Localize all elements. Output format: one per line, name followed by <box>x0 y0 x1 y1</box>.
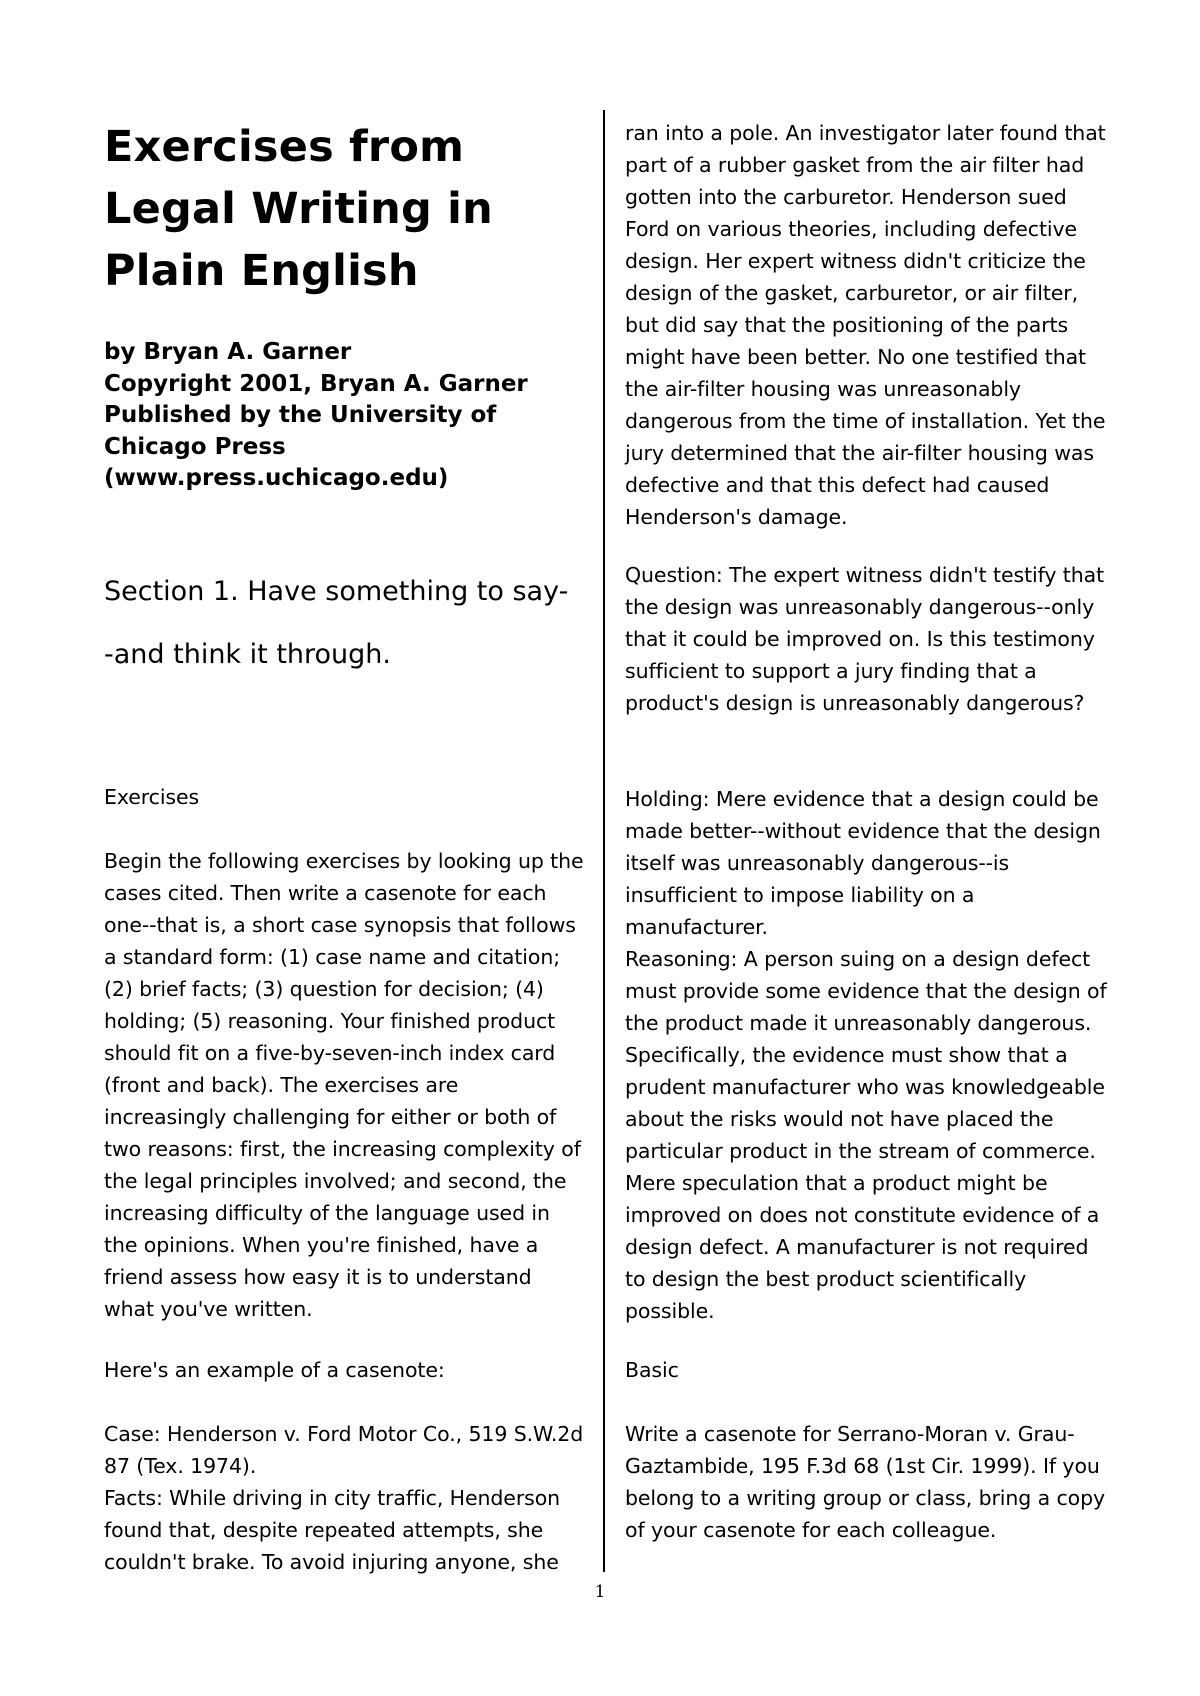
question-paragraph: Question: The expert witness didn't testify that the design was unreasonably dangerous--only that it could be improved on. Is this testimony sufficient to support a jury finding that a product's design is unreasonably dangerous? <box>625 563 1105 715</box>
example-casenote <box>104 1418 584 1578</box>
website-line: (www.press.uchicago.edu) <box>104 465 449 491</box>
basic-exercise: Write a casenote for Serrano-Moran v. Grau-Gaztambide, 195 F.3d 68 (1st Cir. 1999). If you belong to a writing group or class, bring a copy of your casenote for each colleague. <box>625 1422 1106 1542</box>
reasoning-paragraph: Reasoning: A person suing on a design defect must provide some evidence that the design of the product made it unreasonably dangerous. Specifically, the evidence must show that a prudent manufacturer who was knowledgeable about the risks would not have placed the particular product in the stream of commerce. Mere speculation that a product might be improved on does not constitute evidence of a design defect. A manufacturer is not required to design the best product scientifically possible. <box>625 947 1107 1323</box>
publisher-line: Published by the University of Chicago Press <box>104 402 497 460</box>
copyright-line: Copyright 2001, Bryan A. Garner <box>104 370 528 397</box>
author-line: by Bryan A. Garner <box>104 339 352 365</box>
page-number: 1 <box>594 1582 606 1602</box>
byline-block <box>104 337 584 495</box>
section-heading: Section 1. Have something to say--and think it through. <box>104 576 569 670</box>
document-title: Exercises from Legal Writing in Plain English <box>104 122 493 296</box>
holding-reasoning-block <box>625 783 1110 1327</box>
facts-continued: ran into a pole. An investigator later found that part of a rubber gasket from the air filter had gotten into the carburetor. Henderson sued Ford on various theories, including defective design. Her expert witness didn't criticize the design of the gasket, carburetor, or air filter, but did say that the positioning of the parts might have been better. No one testified that the air-filter housing was unreasonably dangerous from the time of installation. Yet the jury determined that the air-filter housing was defective and that this defect had caused Henderson's damage. <box>625 121 1106 529</box>
facts-start: Facts: While driving in city traffic, Henderson found that, despite repeated attempts, she couldn't brake. To avoid injuring anyone, she <box>104 1486 561 1574</box>
holding-paragraph: Holding: Mere evidence that a design could be made better--without evidence that the design itself was unreasonably dangerous--is insufficient to impose liability on a manufacturer. <box>625 787 1101 939</box>
column-divider <box>603 110 605 1572</box>
example-intro: Here's an example of a casenote: <box>104 1358 445 1382</box>
exercises-heading: Exercises <box>104 785 200 809</box>
basic-heading: Basic <box>625 1358 679 1382</box>
case-line: Case: Henderson v. Ford Motor Co., 519 S.W.2d 87 (Tex. 1974). <box>104 1422 584 1478</box>
intro-paragraph: Begin the following exercises by looking up the cases cited. Then write a casenote for each one--that is, a short case synopsis that follows a standard form: (1) case name and citation; (2) brief facts; (3) question for decision; (4) holding; (5) reasoning. Your finished product should fit on a five-by-seven-inch index card (front and back). The exercises are increasingly challenging for either or both of two reasons: first, the increasing complexity of the legal principles involved; and second, the increasing difficulty of the language used in the opinions. When you're finished, have a friend assess how easy it is to understand what you've written. <box>104 849 584 1321</box>
